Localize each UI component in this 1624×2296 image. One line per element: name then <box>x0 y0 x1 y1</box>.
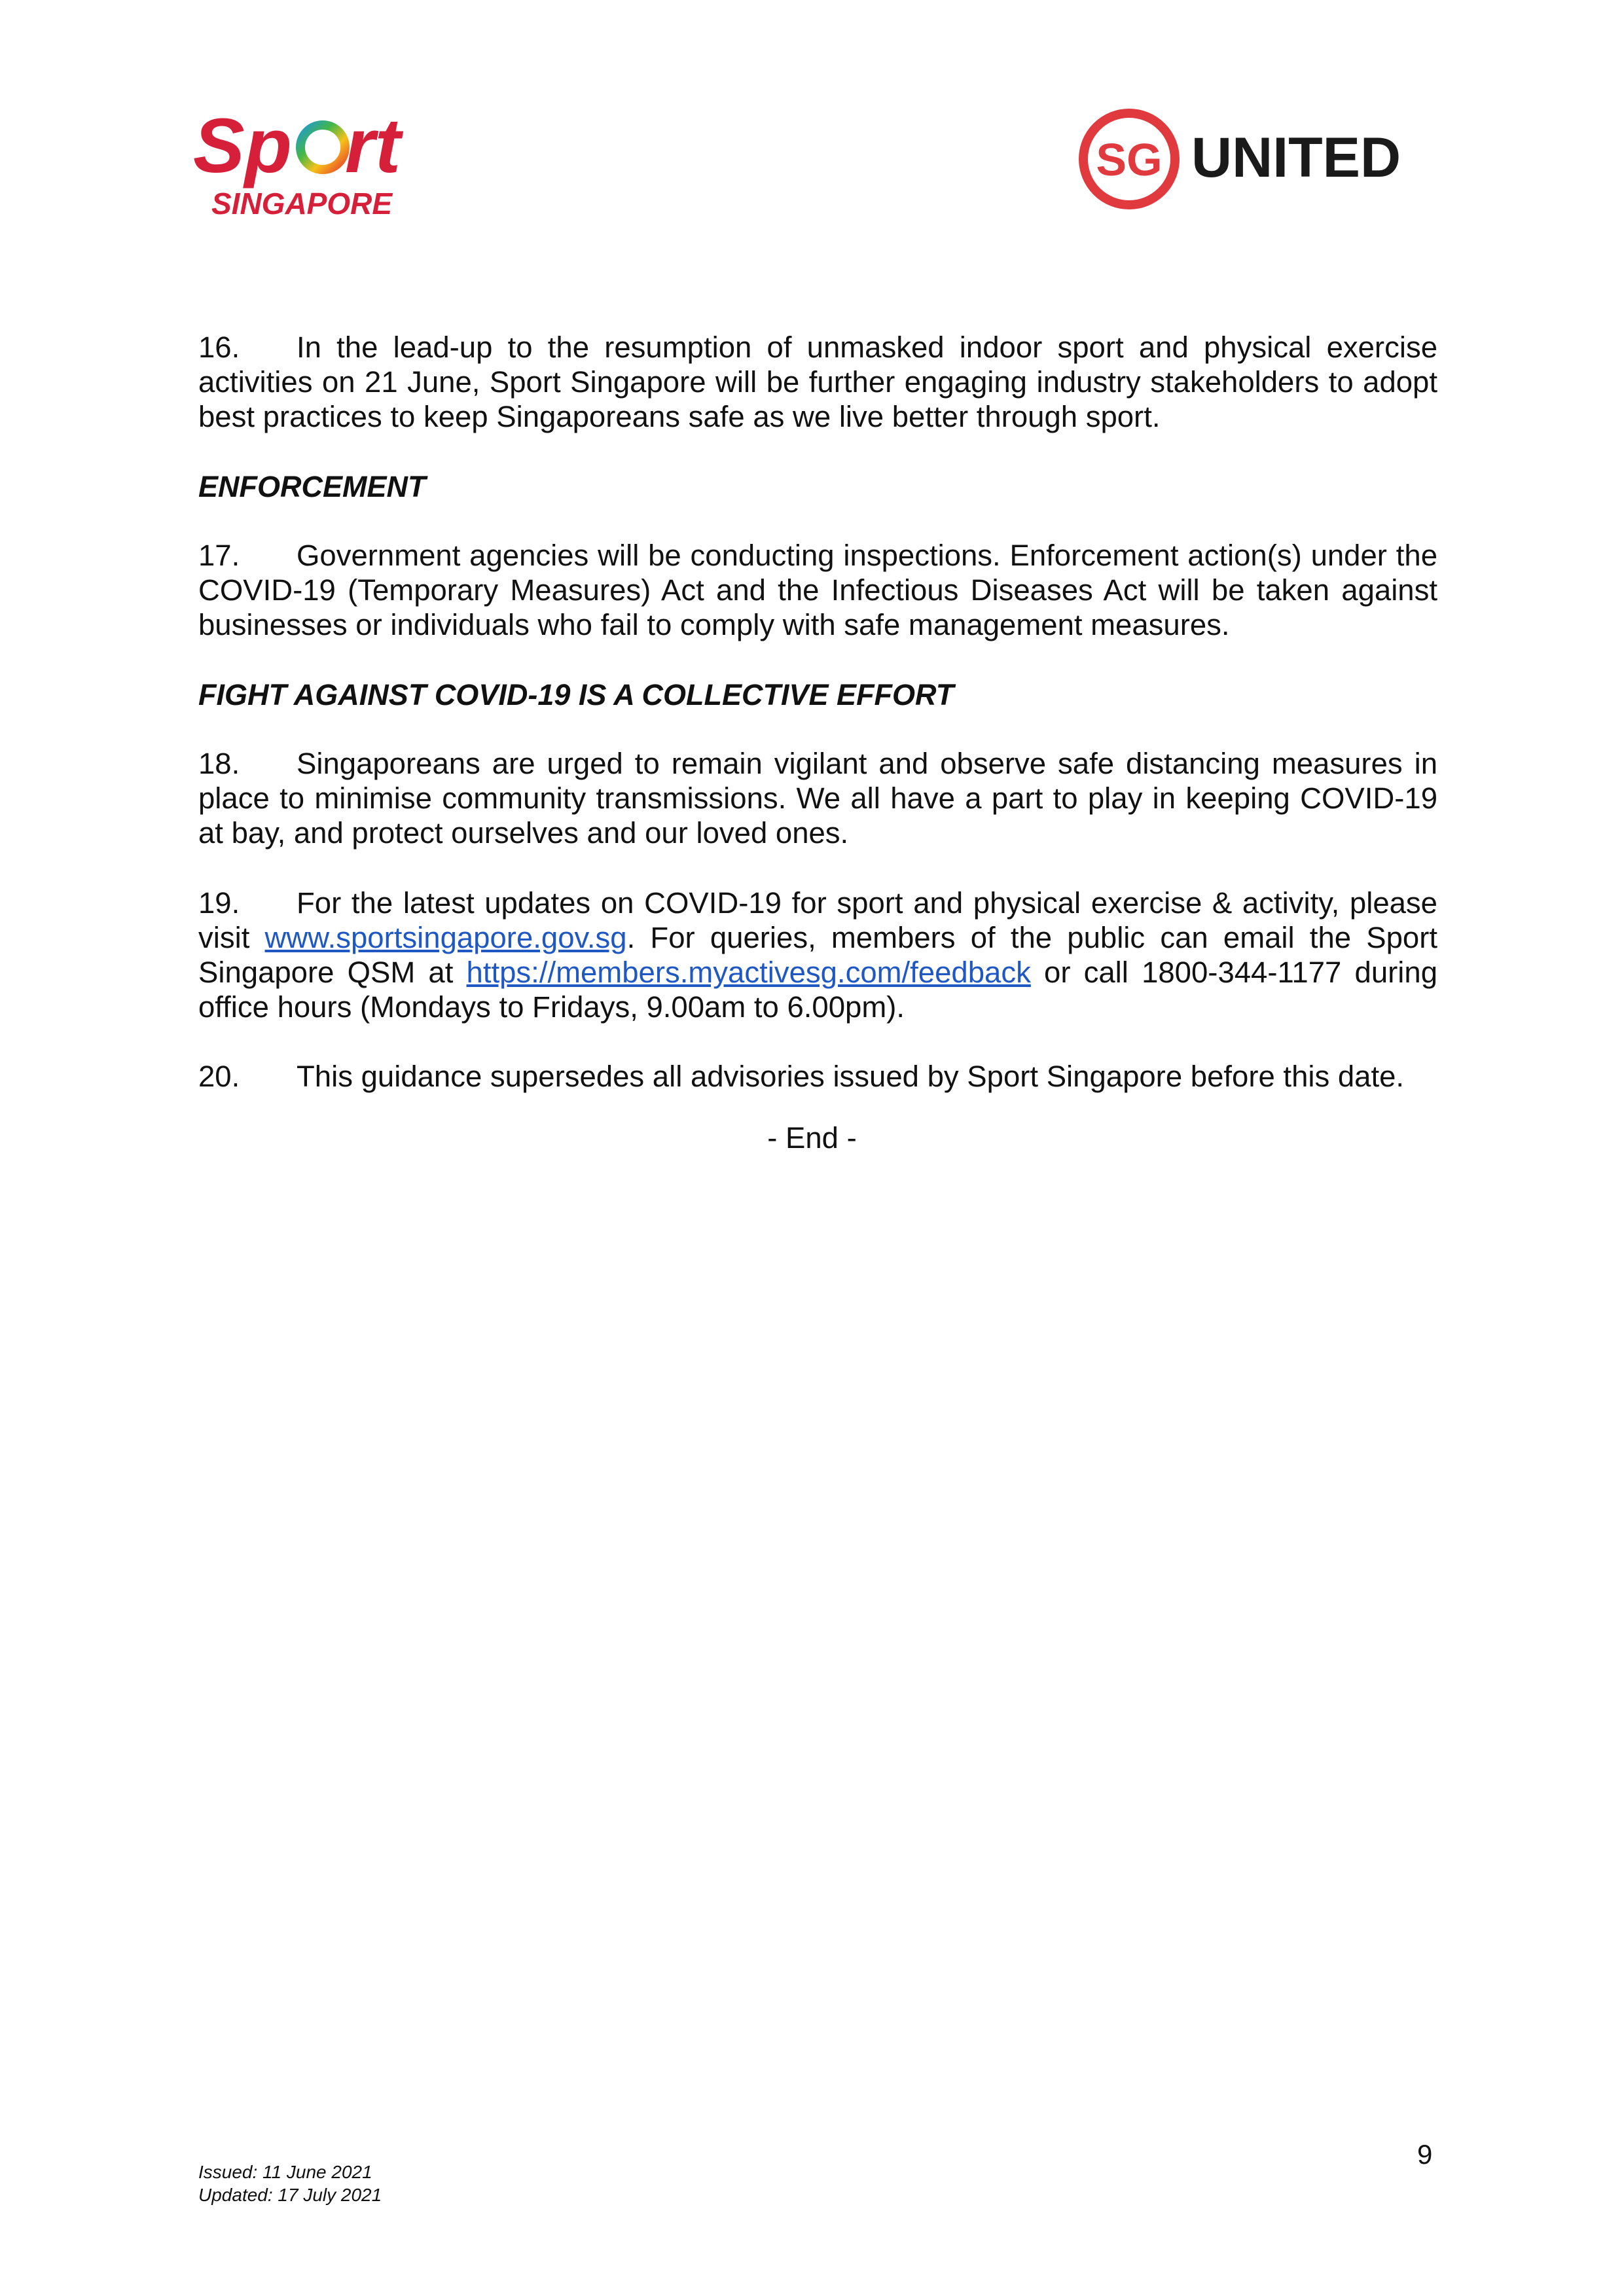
svg-text:Sp: Sp <box>193 103 292 189</box>
paragraph-number: 20. <box>198 1060 240 1093</box>
paragraph-text: . For queries, members of the public can email the Sport Singapore QSM at <box>198 921 1438 989</box>
sportsingapore-website-link[interactable]: www.sportsingapore.gov.sg <box>264 921 627 954</box>
paragraph-number: 17. <box>198 539 240 572</box>
section-heading-collective-effort: FIGHT AGAINST COVID-19 IS A COLLECTIVE EFFORT <box>198 678 954 711</box>
svg-text:SG: SG <box>1096 134 1163 185</box>
section-heading-enforcement: ENFORCEMENT <box>198 470 426 503</box>
paragraph-text: Government agencies will be conducting inspections. Enforcement action(s) under the COVID-19 (Temporary Measures) Act and the Infectious Diseases Act will be taken against businesses or individuals who fail to comply with safe management measures. <box>198 539 1437 641</box>
sg-united-word: UNITED <box>1191 126 1401 189</box>
sg-united-logo <box>1077 103 1430 218</box>
paragraph-number: 16. <box>198 331 240 364</box>
svg-text:rt: rt <box>345 103 401 189</box>
footer-issued-date: Issued: 11 June 2021 <box>198 2162 372 2182</box>
paragraph-text: For the latest updates on COVID-19 for sport and physical exercise & activity, please visit <box>198 886 1437 954</box>
paragraph-16 <box>198 330 1437 434</box>
paragraph-17 <box>198 538 1437 642</box>
paragraph-text: Singaporeans are urged to remain vigilant and observe safe distancing measures in place to minimise community transmissions. We all have a part to play in keeping COVID-19 at bay, and protect ourselves and our loved ones. <box>198 747 1437 850</box>
sport-singapore-logo <box>193 101 448 236</box>
page-number: 9 <box>1417 2139 1433 2170</box>
paragraph-18 <box>198 746 1437 850</box>
paragraph-text: or call 1800-344-1177 during office hours (Mondays to Fridays, 9.00am to 6.00pm). <box>198 956 1437 1024</box>
paragraph-number: 19. <box>198 886 240 920</box>
end-marker: - End - <box>767 1121 857 1155</box>
sport-logo-subtitle: SINGAPORE <box>211 187 393 221</box>
paragraph-19 <box>198 886 1437 1024</box>
paragraph-number: 18. <box>198 747 240 780</box>
feedback-link[interactable]: https://members.myactivesg.com/feedback <box>466 956 1031 989</box>
paragraph-text: This guidance supersedes all advisories issued by Sport Singapore before this date. <box>297 1060 1405 1093</box>
footer-updated-date: Updated: 17 July 2021 <box>198 2185 382 2205</box>
paragraph-20 <box>198 1059 1437 1094</box>
paragraph-text: In the lead-up to the resumption of unmasked indoor sport and physical exercise activities on 21 June, Sport Singapore will be further engaging industry stakeholders to adopt best practices to keep Singaporeans safe as we live better through sport. <box>198 331 1437 433</box>
